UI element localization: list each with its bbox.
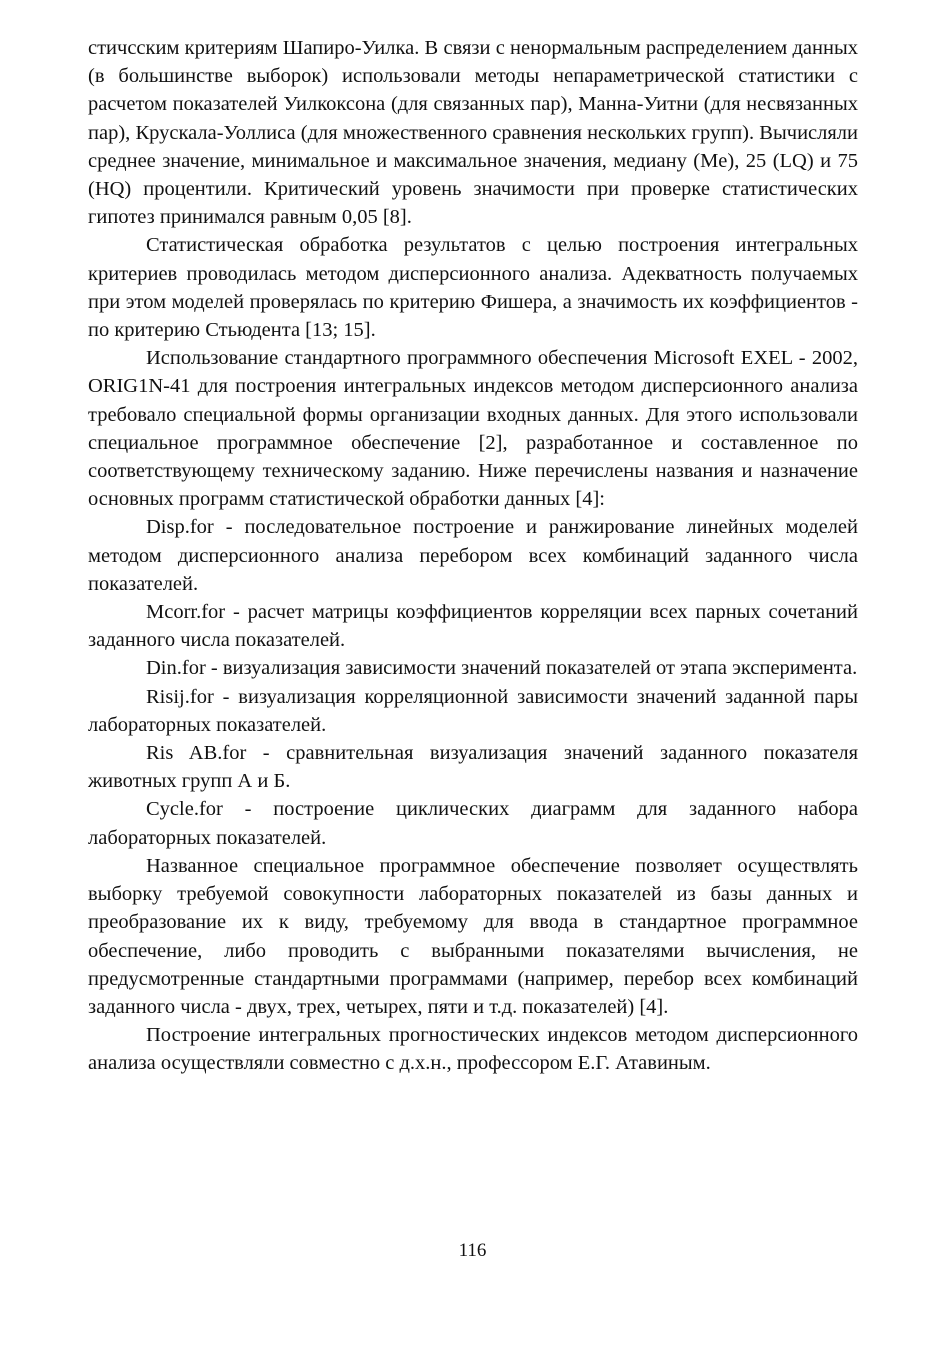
paragraph-statistics-methods: стичсским критериям Шапиро-Уилка. В связи с ненормальным распределением данных (в большинстве выборок) использовали методы непараметрической статистики с расчетом показателей Уилкоксона (для связанных пар), Манна-Уитни (для несвязанных пар), Крускала-Уоллиса (для множественного сравнения нескольких групп). Вычисляли среднее значение, минимальное и максимальное значения, медиану (Me), 25 (LQ) и 75 (HQ) процентили. Критический уровень значимости при проверке статистических гипотез принимался равным 0,05 [8]. [88, 37, 858, 229]
program-risij-for: Risij.for - визуализация корреляционной зависимости значений заданной пары лабораторных показателей. [88, 685, 858, 736]
program-disp-for: Disp.for - последовательное построение и ранжирование линейных моделей методом дисперсионного анализа перебором всех комбинаций заданного числа показателей. [88, 516, 858, 595]
program-din-for: Din.for - визуализация зависимости значений показателей от этапа эксперимента. [146, 657, 858, 680]
program-ris-ab-for: Ris AB.for - сравнительная визуализация значений заданного показателя животных групп А и Б. [88, 742, 858, 793]
document-page [88, 34, 858, 1078]
program-mcorr-for: Mcorr.for - расчет матрицы коэффициентов корреляции всех парных сочетаний заданного числа показателей. [88, 601, 858, 652]
paragraph-dispersion-analysis: Статистическая обработка результатов с целью построения интегральных критериев проводилась методом дисперсионного анализа. Адекватность получаемых при этом моделей проверялась по критерию Фишера, а значимость их коэффициентов - по критерию Стьюдента [13; 15]. [88, 234, 858, 342]
paragraph-software-usage: Использование стандартного программного обеспечения Microsoft EXEL - 2002, ORIG1N-41 для построения интегральных индексов методом дисперсионного анализа требовало специальной формы организации входных данных. Для этого использовали специальное программное обеспечение [2], разработанное и составленное по соответствующему техническому заданию. Ниже перечислены названия и назначение основных программ статистической обработки данных [4]: [88, 347, 858, 511]
paragraph-integral-indices: Построение интегральных прогностических индексов методом дисперсионного анализа осуществляли совместно с д.х.н., профессором Е.Г. Атавиным. [88, 1024, 858, 1075]
paragraph-special-software: Названное специальное программное обеспечение позволяет осуществлять выборку требуемой совокупности лабораторных показателей из базы данных и преобразование их к виду, требуемому для ввода в стандартное программное обеспечение, либо проводить с выбранными показателями вычисления, не предусмотренные стандартными программами (например, перебор всех комбинаций заданного числа - двух, трех, четырех, пяти и т.д. показателей) [4]. [88, 854, 858, 1018]
program-cycle-for: Cycle.for - построение циклических диаграмм для заданного набора лабораторных показателей. [88, 798, 858, 849]
page-number: 116 [458, 1240, 487, 1261]
